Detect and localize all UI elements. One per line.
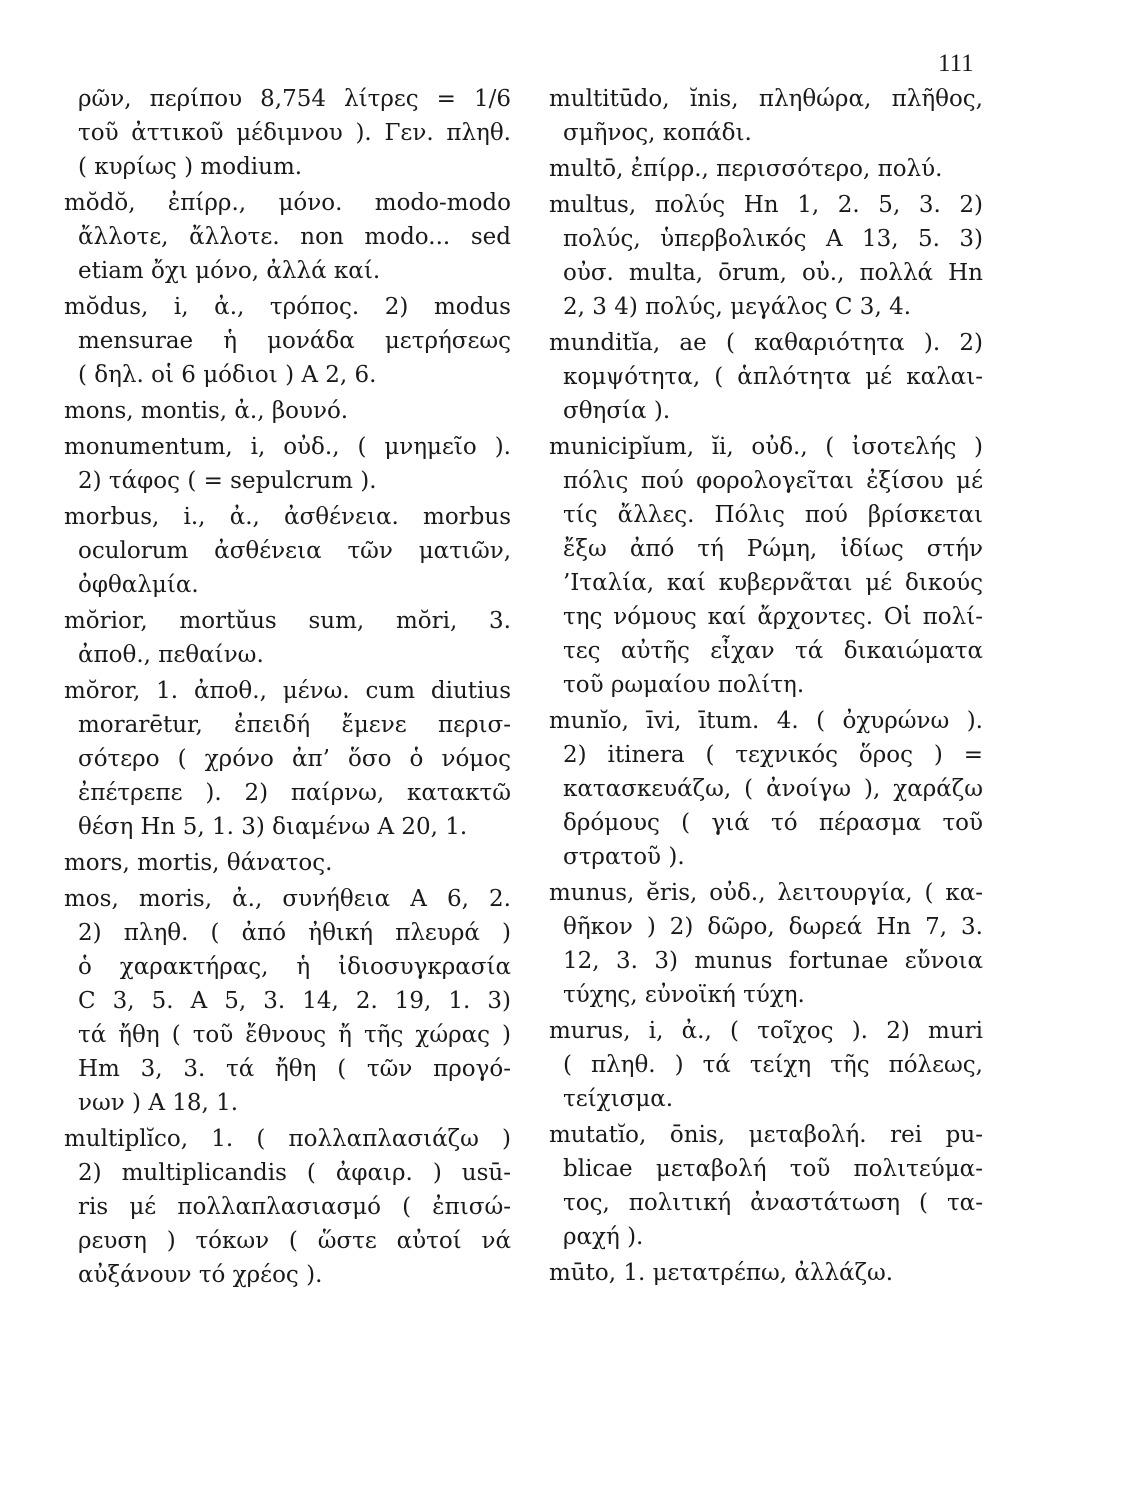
dictionary-entry — [64, 882, 511, 1120]
entry-headword-line: mŏdus, i, ἀ., τρόπος. 2) modus — [64, 294, 511, 320]
entry-line: 2, 3 4) πολύς, μεγάλος C 3, 4. — [563, 294, 912, 320]
dictionary-entry — [549, 430, 983, 702]
entry-line: δρόμους ( γιά τό πέρασμα τοῦ — [563, 810, 983, 836]
entry-line: 2) πληθ. ( ἀπό ἠθική πλευρά ) — [78, 920, 511, 946]
dictionary-entry — [64, 394, 511, 428]
entry-headword-line: mūto, 1. μετατρέπω, ἀλλάζω. — [549, 1260, 894, 1286]
entry-line: ρῶν, περίπου 8,754 λίτρες = 1/6 — [78, 86, 511, 112]
dictionary-entry — [64, 430, 511, 498]
entry-line: τείχισμα. — [563, 1086, 674, 1112]
entry-line: Hm 3, 3. τά ἤθη ( τῶν προγό- — [78, 1056, 511, 1082]
entry-headword-line: mŏrior, mortŭus sum, mŏri, 3. — [64, 608, 511, 634]
entry-headword-line: murus, i, ἀ., ( τοῖχος ). 2) muri — [549, 1018, 983, 1044]
dictionary-entry — [549, 82, 983, 150]
entry-line: της νόμους καί ἄρχοντες. Οἱ πολί- — [563, 604, 983, 630]
entry-line: στρατοῦ ). — [563, 844, 685, 870]
dictionary-entry — [64, 290, 511, 392]
entry-line: τος, πολιτική ἀναστάτωση ( τα- — [563, 1190, 983, 1216]
entry-line: πολύς, ὑπερβολικός A 13, 5. 3) — [563, 226, 983, 252]
right-column — [549, 82, 983, 1292]
entry-headword-line: munĭo, īvi, ītum. 4. ( ὀχυρώνω ). — [549, 708, 983, 734]
entry-line: θέση Hn 5, 1. 3) διαμένω A 20, 1. — [78, 814, 468, 840]
dictionary-entry — [64, 604, 511, 672]
entry-headword-line: multitūdo, ĭnis, πληθώρα, πλῆθος, — [549, 86, 983, 112]
entry-line: ὁ χαρακτήρας, ἡ ἰδιοσυγκρασία — [78, 954, 511, 980]
entry-line: ὀφθαλμία. — [78, 572, 199, 598]
entry-line: ραχή ). — [563, 1224, 644, 1250]
dictionary-entry — [64, 82, 511, 184]
page-number: 111 — [938, 50, 974, 77]
entry-headword-line: mŏdŏ, ἐπίρρ., μόνο. modo-modo — [64, 190, 511, 216]
entry-line: morarētur, ἐπειδή ἔμενε περισ- — [78, 712, 511, 738]
dictionary-entry — [549, 326, 983, 428]
entry-headword-line: mons, montis, ἀ., βουνό. — [64, 398, 349, 424]
dictionary-entry — [64, 186, 511, 288]
entry-headword-line: munus, ĕris, οὐδ., λειτουργία, ( κα- — [549, 880, 983, 906]
entry-line: etiam ὄχι μόνο, ἀλλά καί. — [78, 258, 381, 284]
entry-line: 12, 3. 3) munus fortunae εὔνοια — [563, 948, 983, 974]
entry-line: τοῦ ρωμαίου πολίτη. — [563, 672, 805, 698]
entry-headword-line: monumentum, i, οὐδ., ( μνημεῖο ). — [64, 434, 511, 460]
entry-headword-line: morbus, i., ἀ., ἀσθένεια. morbus — [64, 504, 511, 530]
entry-line: τίς ἄλλες. Πόλις πού βρίσκεται — [563, 502, 983, 528]
entry-line: πόλις πού φορολογεῖται ἐξίσου μέ — [563, 468, 983, 494]
entry-line: σότερο ( χρόνο ἀπ’ ὅσο ὁ νόμος — [78, 746, 511, 772]
dictionary-entry — [549, 152, 983, 186]
dictionary-entry — [549, 1118, 983, 1254]
dictionary-entry — [549, 1256, 983, 1290]
entry-headword-line: munditĭa, ae ( καθαριότητα ). 2) — [549, 330, 983, 356]
entry-line: τύχης, εὐνοϊκή τύχη. — [563, 982, 805, 1008]
entry-line: αὐξάνουν τό χρέος ). — [78, 1262, 323, 1288]
left-column — [64, 82, 511, 1294]
entry-headword-line: multiplĭco, 1. ( πολλαπλασιάζω ) — [64, 1126, 511, 1152]
entry-line: κομψότητα, ( ἁπλότητα μέ καλαι- — [563, 364, 983, 390]
entry-line: ρευση ) τόκων ( ὥστε αὐτοί νά — [78, 1228, 511, 1254]
entry-line: 2) τάφος ( = sepulcrum ). — [78, 468, 377, 494]
dictionary-entry — [64, 1122, 511, 1292]
entry-line: 2) multiplicandis ( ἀφαιρ. ) usū- — [78, 1160, 511, 1186]
entry-line: oculorum ἀσθένεια τῶν ματιῶν, — [78, 538, 511, 564]
entry-line: τοῦ ἀττικοῦ μέδιμνου ). Γεν. πληθ. — [78, 120, 511, 146]
entry-line: κατασκευάζω, ( ἀνοίγω ), χαράζω — [563, 776, 983, 802]
entry-headword-line: multus, πολύς Hn 1, 2. 5, 3. 2) — [549, 192, 983, 218]
entry-line: οὐσ. multa, ōrum, οὐ., πολλά Hn — [563, 260, 983, 286]
entry-line: 2) itinera ( τεχνικός ὅρος ) = — [563, 742, 983, 768]
entry-line: σμῆνος, κοπάδι. — [563, 120, 752, 146]
entry-line: σθησία ). — [563, 398, 671, 424]
entry-headword-line: mŏror, 1. ἀποθ., μένω. cum diutius — [64, 678, 511, 704]
entry-line: ( πληθ. ) τά τείχη τῆς πόλεως, — [563, 1052, 983, 1078]
entry-line: νων ) A 18, 1. — [78, 1090, 239, 1116]
dictionary-entry — [64, 674, 511, 844]
dictionary-entry — [64, 500, 511, 602]
entry-line: ris μέ πολλαπλασιασμό ( ἐπισώ- — [78, 1194, 511, 1220]
dictionary-entry — [549, 876, 983, 1012]
entry-line: blicae μεταβολή τοῦ πολιτεύμα- — [563, 1156, 983, 1182]
entry-line: τες αὐτῆς εἶχαν τά δικαιώματα — [563, 638, 983, 664]
dictionary-entry — [549, 1014, 983, 1116]
entry-line: ἄλλοτε, ἄλλοτε. non modo... sed — [78, 224, 511, 250]
entry-line: ’Ιταλία, καί κυβερνᾶται μέ δικούς — [563, 570, 983, 596]
dictionary-entry — [549, 704, 983, 874]
entry-line: ( κυρίως ) modium. — [78, 154, 303, 180]
entry-line: τά ἤθη ( τοῦ ἔθνους ἤ τῆς χώρας ) — [78, 1022, 511, 1048]
dictionary-entry — [64, 846, 511, 880]
dictionary-entry — [549, 188, 983, 324]
entry-line: θῆκον ) 2) δῶρο, δωρεά Hn 7, 3. — [563, 914, 983, 940]
entry-headword-line: mos, moris, ἀ., συνήθεια A 6, 2. — [64, 886, 511, 912]
entry-line: ἐπέτρεπε ). 2) παίρνω, κατακτῶ — [78, 780, 511, 806]
entry-line: mensurae ἡ μονάδα μετρήσεως — [78, 328, 511, 354]
entry-headword-line: municipĭum, ĭi, οὐδ., ( ἰσοτελής ) — [549, 434, 983, 460]
entry-headword-line: multō, ἐπίρρ., περισσότερο, πολύ. — [549, 156, 943, 182]
entry-headword-line: mutatĭo, ōnis, μεταβολή. rei pu- — [549, 1122, 983, 1148]
entry-line: ἀποθ., πεθαίνω. — [78, 642, 264, 668]
entry-headword-line: mors, mortis, θάνατος. — [64, 850, 333, 876]
entry-line: ἔξω ἀπό τή Ρώμη, ἰδίως στήν — [563, 536, 983, 562]
entry-line: ( δηλ. οἱ 6 μόδιοι ) A 2, 6. — [78, 362, 377, 388]
entry-line: C 3, 5. A 5, 3. 14, 2. 19, 1. 3) — [78, 988, 511, 1014]
